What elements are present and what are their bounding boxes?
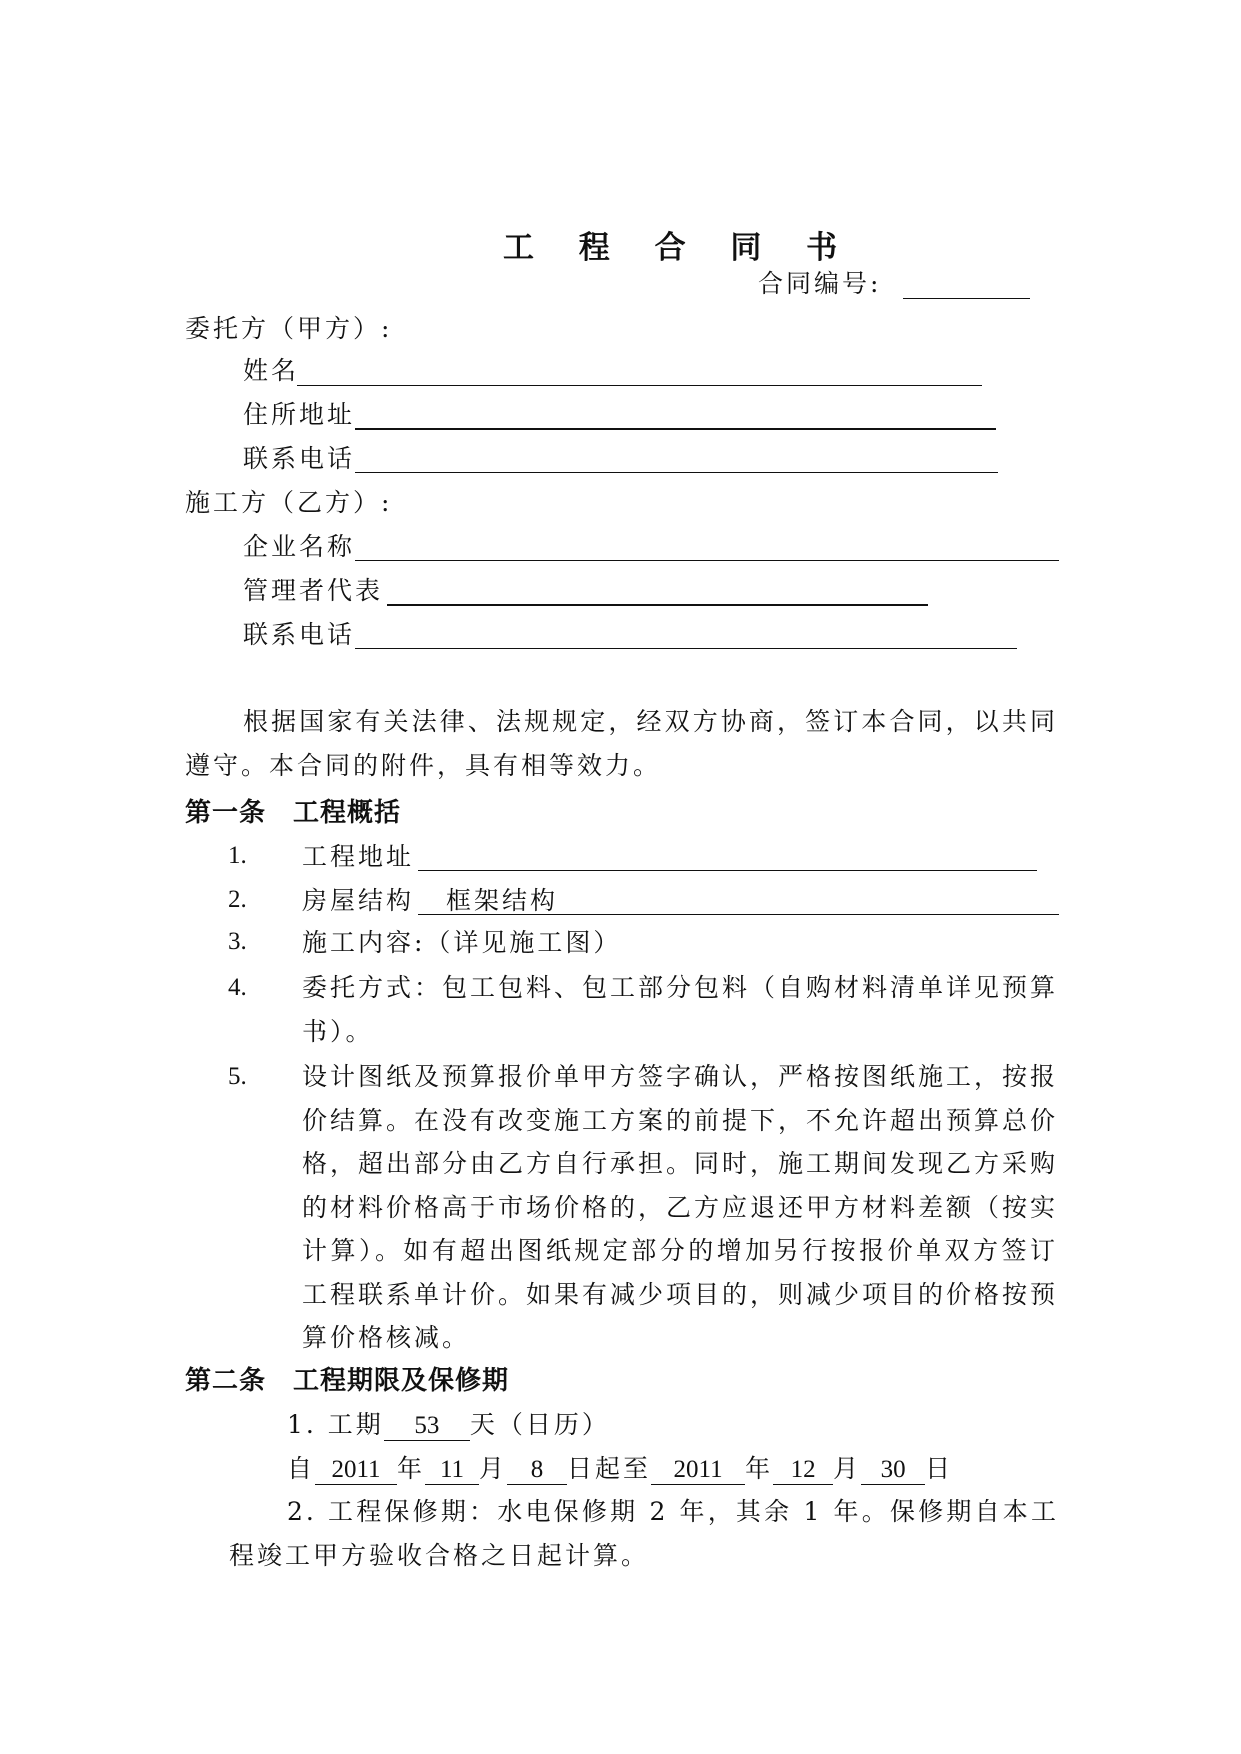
party-a-phone-field[interactable] [355, 472, 998, 473]
duration-suffix: 天（日历） [469, 1410, 610, 1439]
party-b-rep-field[interactable] [387, 604, 928, 606]
end-year[interactable]: 2011 [651, 1456, 745, 1485]
structure-value: 框架结构 [446, 886, 559, 915]
item-5-text: 设计图纸及预算报价单甲方签字确认，严格按图纸施工，按报价结算。在没有改变施工方案的前提下，不允许超出预算总价格，超出部分由乙方自行承担。同时，施工期间发现乙方采购的材料价格高于市场价格的，乙方应退还甲方材料差额（按实计算）。如有超出图纸规定部分的增加另行按报价单双方签订工程联系单计价。如果有减少项目的，则减少项目的价格按预算价格核减。 [302, 1062, 1059, 1352]
start-year-label: 年 [397, 1454, 426, 1483]
contract-number-field[interactable] [903, 298, 1030, 299]
item-2-number: 2. [228, 886, 247, 913]
party-a-address-label: 住所地址 [243, 400, 356, 429]
party-b-phone-field[interactable] [355, 648, 1017, 649]
duration-prefix: 1. 工期 [287, 1410, 384, 1439]
contract-number-label: 合同编号: [758, 269, 882, 298]
warranty-paragraph: 2. 工程保修期：水电保修期 2 年，其余 1 年。保修期自本工程竣工甲方验收合格之日起计算。 [229, 1497, 1059, 1570]
party-b-company-label: 企业名称 [243, 532, 356, 561]
item-5-number: 5. [228, 1063, 247, 1090]
item-3-text: 施工内容:（详见施工图） [302, 928, 622, 957]
period-line [287, 1454, 953, 1485]
item-2-label: 房屋结构 [302, 886, 415, 915]
item-4-text: 委托方式：包工包料、包工部分包料（自购材料清单详见预算书）。 [302, 973, 1059, 1046]
end-day[interactable]: 30 [861, 1456, 925, 1485]
structure-field[interactable] [418, 914, 1059, 915]
duration-days[interactable]: 53 [384, 1412, 470, 1441]
end-day-label: 日 [925, 1454, 954, 1483]
start-month[interactable]: 11 [425, 1456, 479, 1485]
end-month-label: 月 [833, 1454, 862, 1483]
item-4-number: 4. [228, 974, 247, 1001]
party-b-rep-label: 管理者代表 [243, 576, 384, 605]
item-1-label: 工程地址 [302, 842, 415, 871]
item-1-number: 1. [228, 842, 247, 869]
duration-line [287, 1410, 610, 1441]
party-b-company-field[interactable] [355, 560, 1059, 561]
party-a-phone-label: 联系电话 [243, 444, 356, 473]
end-year-label: 年 [745, 1454, 774, 1483]
article-2-heading: 第二条 工程期限及保修期 [185, 1366, 510, 1396]
end-month[interactable]: 12 [773, 1456, 833, 1485]
start-day-label: 日起至 [567, 1454, 652, 1483]
party-a-name-field[interactable] [297, 385, 982, 386]
party-a-name-label: 姓名 [243, 356, 300, 385]
project-address-field[interactable] [418, 870, 1037, 871]
party-a-address-field[interactable] [355, 428, 996, 430]
party-a-heading: 委托方（甲方）: [185, 314, 393, 343]
start-day[interactable]: 8 [507, 1456, 567, 1485]
article-1-heading: 第一条 工程概括 [185, 798, 402, 828]
start-year[interactable]: 2011 [315, 1456, 397, 1485]
item-3-number: 3. [228, 928, 247, 955]
intro-paragraph: 根据国家有关法律、法规规定，经双方协商，签订本合同，以共同遵守。本合同的附件，具有相等效力。 [185, 707, 1058, 780]
party-b-heading: 施工方（乙方）: [185, 488, 393, 517]
document-title: 工 程 合 同 书 [503, 230, 855, 266]
party-b-phone-label: 联系电话 [243, 620, 356, 649]
start-month-label: 月 [479, 1454, 508, 1483]
period-from-label: 自 [287, 1454, 316, 1483]
